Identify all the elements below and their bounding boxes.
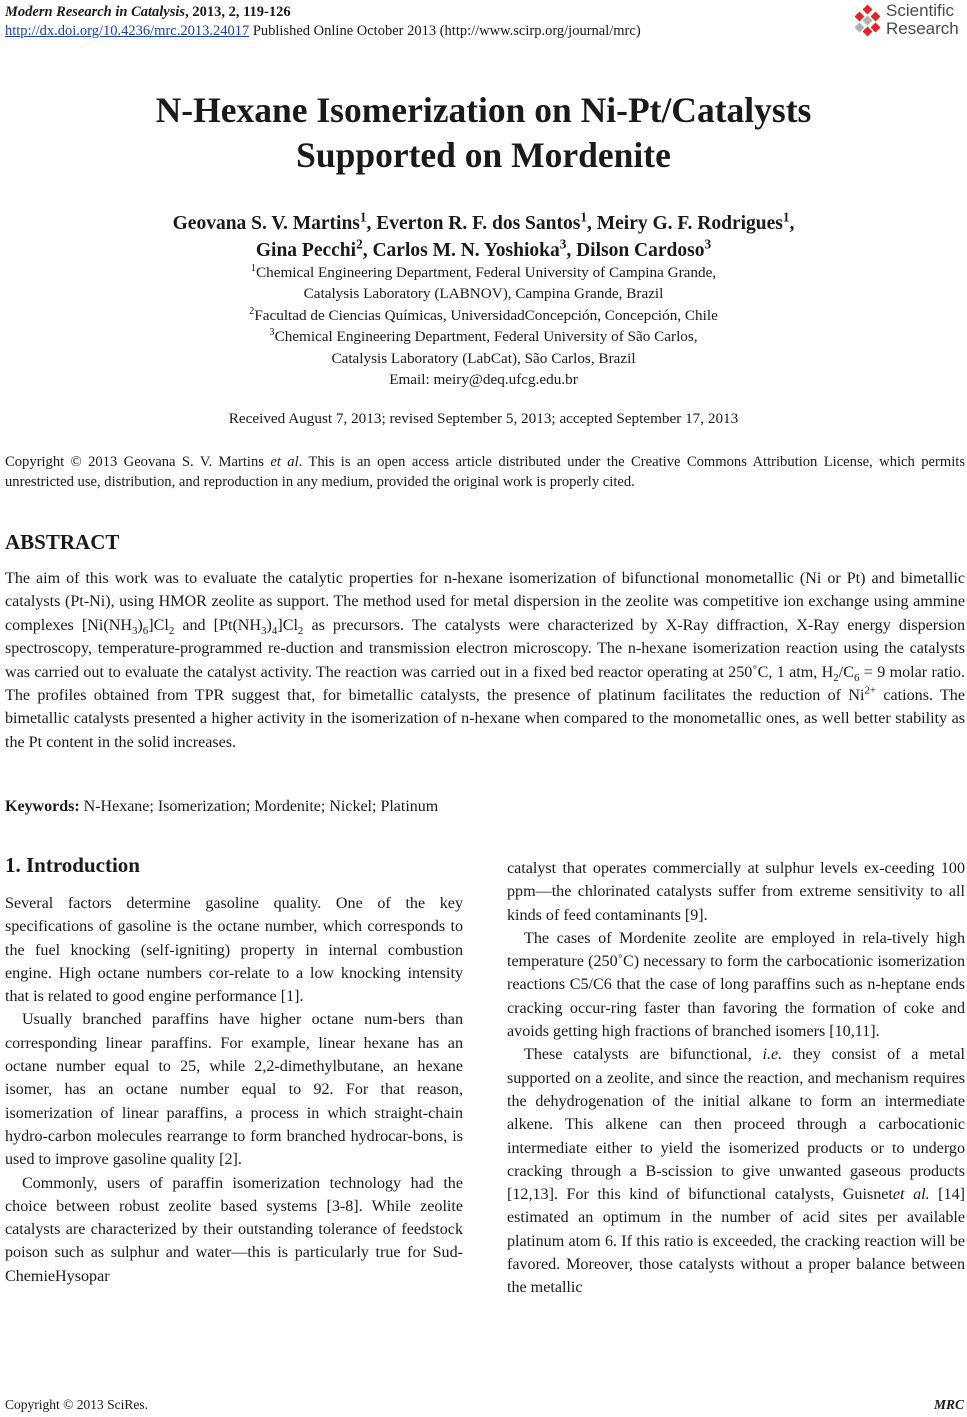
received-dates: Received August 7, 2013; revised September 5, 2013; accepted September 17, 2013: [228, 410, 739, 427]
footer-journal-abbrev: MRC: [933, 1397, 964, 1412]
affiliation: $^1$Chemical Engineering Department, Federal University of Campina Grande,: [250, 262, 717, 281]
author-name: Meiry G. F. Rodrigues: [596, 213, 783, 234]
journal-citation: [5, 3, 641, 22]
section-heading-introduction: 1. Introduction: [5, 853, 140, 877]
affiliation: $^3$Chemical Engineering Department, Federal University of São Carlos,: [269, 327, 698, 346]
keywords-text: N-Hexane; Isomerization; Mordenite; Nickel; Platinum: [79, 798, 439, 815]
doi-link[interactable]: http://dx.doi.org/10.4236/mrc.2013.24017: [5, 23, 250, 39]
paragraph: These catalysts are bifunctional, i.e. they consist of a metal supported on a zeolite, and since the reaction, and mechanism requires the dehydrogenation of the initial alkane to form an intermediate alkene. This alkene can then proceed through a carbocationic intermediate either to yield the isomerized products or to undergo cracking through a B-scission to give unwanted gaseous products [12,13]. For this kind of bifunctional catalysts, Guisnetet al. [14] estimated an optimum in the number of acid sites per available platinum atom 6. If this ratio is exceeded, the cracking reaction will be favored. Moreover, those catalysts without a proper balance between the metallic: [507, 1046, 966, 1297]
body-column-left: [5, 892, 463, 1288]
author-list: Geovana S. V. Martins$^1$, Everton R. F. dos Santos$^1$, Meiry G. F. Rodrigues$^1$, Gina Pecchi$^2$, Carlos M. N. Yoshioka$^3$, Dilson Cardoso$^3$: [172, 209, 795, 261]
keywords-label: Keywords:: [5, 798, 80, 815]
publisher-logo: [852, 2, 967, 42]
abstract-heading: ABSTRACT: [5, 530, 120, 554]
abstract-text: The aim of this work was to evaluate the catalytic properties for n-hexane isomerization of bifunctional monometallic (Ni or Pt) and bimetallic catalysts (Pt-Ni), using HMOR zeolite as support. The method used for metal dispersion in the zeolite was competitive ion exchange using ammine complexes $[Ni(NH_3)_6]Cl_2$ and $[Pt(NH_3)_4]Cl_2$ as precursors. The catalysts were characterized by X-Ray diffraction, X-Ray energy dispersion spectroscopy, temperature-programmed re-duction and transmission electron microscopy. The n-hexane isomerization reaction using the catalysts was carried out to evaluate the catalyst activity. The reaction was carried out in a fixed bed reactor operating at 250˚C, 1 atm, $H_2/C_6 = 9$ molar ratio. The profiles obtained from TPR suggest that, for bimetallic catalysts, the presence of platinum facilitates the reduction of $Ni^{2+}$ cations. The bimetallic catalysts presented a higher activity in the isomerization of n-hexane when compared to the monometallic ones, as well better stability as the Pt content in the solid increases.: [5, 570, 966, 751]
paragraph: The cases of Mordenite zeolite are employed in rela-tively high temperature (250˚C) necessary to form the carbocationic isomerization reactions C5/C6 that the case of long paraffins such as n-heptane ends cracking occur-ring faster than favoring the formation of coke and avoids getting high fractions of branched isomers [10,11].: [507, 929, 965, 1041]
body-column-right: [507, 857, 965, 1300]
paragraph: Usually branched paraffins have higher octane num-bers than corresponding linear paraffins. For example, linear hexane has an octane number equal to 25, while 2,2-dimethylbutane, an hexane isomer, has an octane number equal to 92. For that reason, isomerization of linear paraffins, a process in which straight-chain hydro-carbon molecules rearrange to form branched hydrocar-bons, is used to improve gasoline quality [2].: [5, 1011, 463, 1169]
copyright-notice: Copyright © 2013 Geovana S. V. Martins et al. This is an open access article distributed under the Creative Commons Attribution License, which permits unrestricted use, distribution, and reproduction in any medium, provided the original work is properly cited.: [5, 454, 966, 490]
author-name: Dilson Cardoso: [576, 240, 705, 261]
publisher-logo-mark: [852, 6, 882, 36]
affiliations: $^1$Chemical Engineering Department, Federal University of Campina Grande, Catalysis Laboratory (LABNOV), Campina Grande, Brazil $^2$Facultad de Ciencias Químicas, UniversidadConcepción, Concepción, Chile $^3$Chemical Engineering Department, Federal University of São Carlos, Catalysis Laboratory (LabCat), São Carlos, Brazil Email: meiry@deq.ufcg.edu.br: [0, 262, 967, 390]
author-name: Gina Pecchi: [255, 240, 357, 261]
paragraph: Several factors determine gasoline quality. One of the key specifications of gasoline is the octane number, which corresponds to the fuel knocking (self-igniting) property in internal combustion engine. High octane numbers cor-relate to a low knocking intensity that is related to good engine performance [1].: [5, 895, 463, 1006]
doi-line: [5, 22, 641, 41]
journal-volume: , 2013, 2, 119-126: [185, 4, 291, 20]
author-name: Carlos M. N. Yoshioka: [372, 240, 560, 261]
keywords: [5, 798, 438, 816]
running-header: [5, 3, 641, 41]
footer-copyright: Copyright © 2013 SciRes.: [5, 1397, 149, 1412]
paper-title: N-Hexane Isomerization on Ni-Pt/Catalysts Supported on Mordenite: [155, 90, 812, 175]
author-name: Geovana S. V. Martins: [172, 213, 360, 234]
author-name: Everton R. F. dos Santos: [376, 213, 581, 234]
paragraph: Commonly, users of paraffin isomerization technology had the choice between robust zeolite based systems [3-8]. While zeolite catalysts are characterized by their outstanding tolerance of feedstock poison such as sulphur and water—this is particularly true for Sud-ChemieHysopar: [5, 1174, 463, 1285]
publisher-logo-text: Scientific Research: [886, 1, 959, 38]
paragraph: catalyst that operates commercially at sulphur levels ex-ceeding 100 ppm—the chlorinated catalysts suffer from extreme sensitivity to all kinds of feed contaminants [9].: [507, 860, 965, 924]
affiliation: $^2$Facultad de Ciencias Químicas, UniversidadConcepción, Concepción, Chile: [249, 305, 718, 324]
author-email: Email: meiry@deq.ufcg.edu.br: [389, 371, 578, 389]
published-online: Published Online October 2013 (http://www.scirp.org/journal/mrc): [249, 23, 641, 39]
journal-title: Modern Research in Catalysis: [5, 4, 186, 20]
